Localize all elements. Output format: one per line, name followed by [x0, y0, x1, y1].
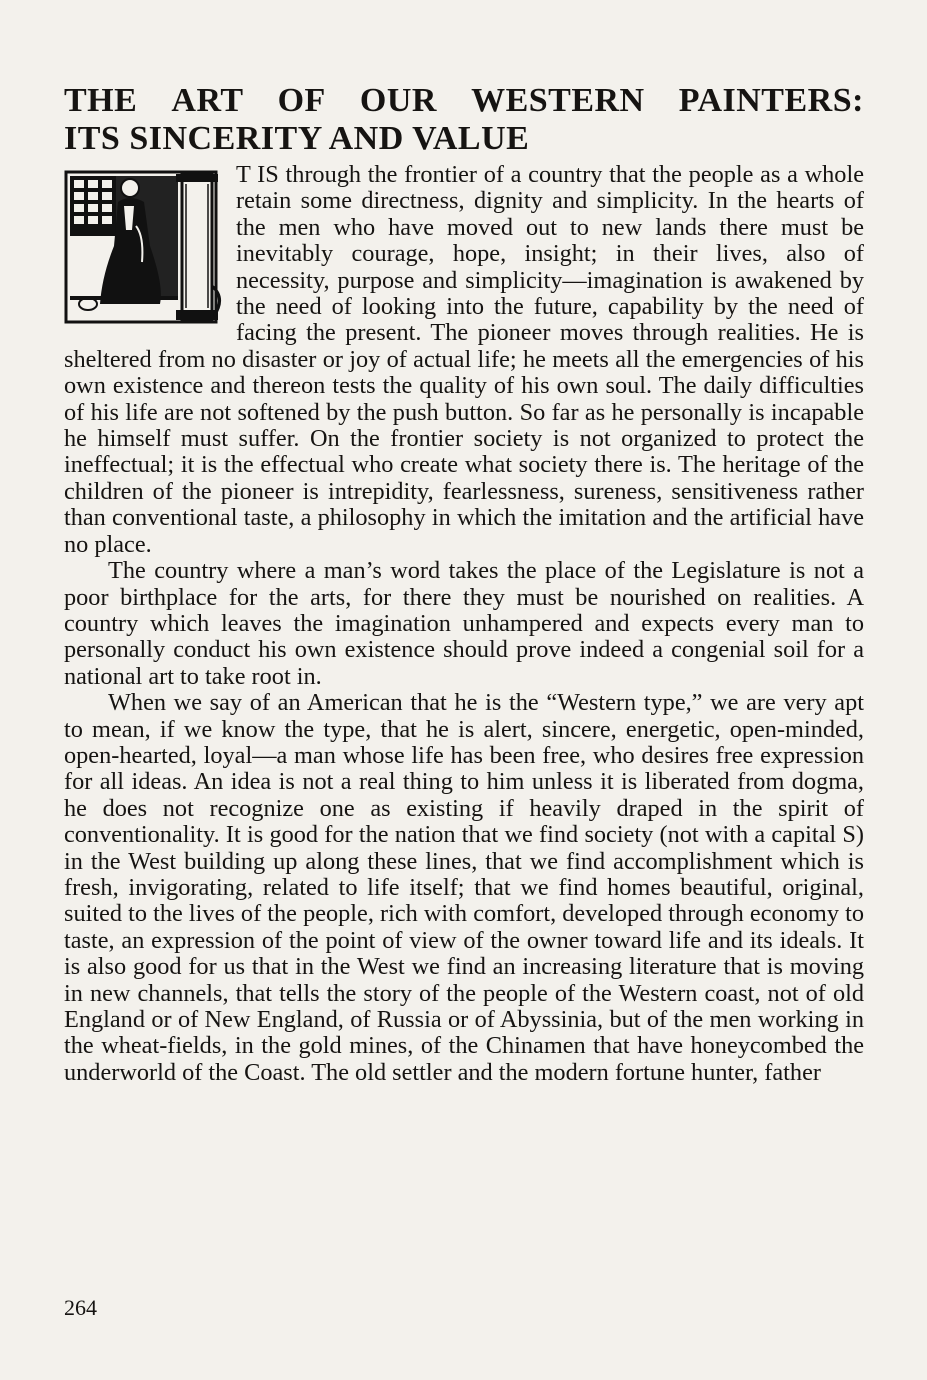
paragraph-3: When we say of an American that he is the “Western type,” we are very apt to mean, if we know the type, that he is alert, sincere, energetic, open-minded, open-hearted, loyal—a man whose life has been free, who desires free expression for all ideas. An idea is not a real thing to him unless it is liberated from dogma, he does not recognize one as existing if heavily draped in the spirit of conventionality. It is good for the nation that we find society (not with a capital S) in the West building up along these lines, that we find accomplishment which is fresh, invigorating, related to life itself; that we find homes beautiful, original, suited to the lives of the people, rich with comfort, developed through economy to taste, an expression of the point of view of the owner toward life and its ideals. It is also good for us that in the West we find an increasing literature that is moving in new channels, that tells the story of the people of the Western coast, not of old England or of New England, of Russia or of Abyssinia, but of the men working in the wheat-fields, in the gold mines, of the Chinamen that have honeycombed the underworld of the Coast. The old settler and the modern fortune hunter, father	[64, 689, 864, 1086]
title-word: OUR	[359, 82, 437, 119]
article-title	[64, 82, 864, 158]
drop-cap-illustration	[64, 166, 226, 326]
title-word: OF	[277, 82, 326, 119]
title-word: PAINTERS:	[678, 82, 864, 119]
title-line-2: ITS SINCERITY AND VALUE	[64, 120, 530, 157]
title-word: ART	[171, 82, 244, 119]
title-word: THE	[64, 82, 138, 119]
article	[64, 82, 864, 1086]
page-number: 264	[64, 1295, 97, 1320]
paragraph-2: The country where a man’s word takes the place of the Legislature is not a poor birthplace for the arts, for there they must be nourished on realities. A country which leaves the imagination unhampered and expects every man to personally conduct his own existence should prove indeed a congenial soil for a national art to take root in.	[64, 557, 864, 690]
drop-cap-woodcut-icon	[64, 166, 226, 326]
title-line-1	[64, 82, 864, 120]
article-body	[64, 162, 864, 1086]
paragraph-1: T IS through the frontier of a country that the people as a whole retain some directness, dignity and simplicity. In the hearts of the men who have moved out to new lands there must be inevitably courage, hope, insight; in their lives, also of necessity, purpose and simplicity—imagination is awakened by the need of looking into the future, capability by the need of facing the present. The pioneer moves through realities. He is sheltered from no disaster or joy of actual life; he meets all the emergencies of his own existence and thereon tests the quality of his own soul. The daily difficulties of his life are not softened by the push button. So far as he personally is incapable he himself must suffer. On the frontier society is not organized to protect the ineffectual; it is the effectual who create what society there is. The heritage of the children of the pioneer is intrepidity, fearlessness, sureness, sensitiveness rather than conventional taste, a philosophy in which the imitation and the artificial have no place.	[64, 161, 864, 558]
title-word: WESTERN	[471, 82, 645, 119]
